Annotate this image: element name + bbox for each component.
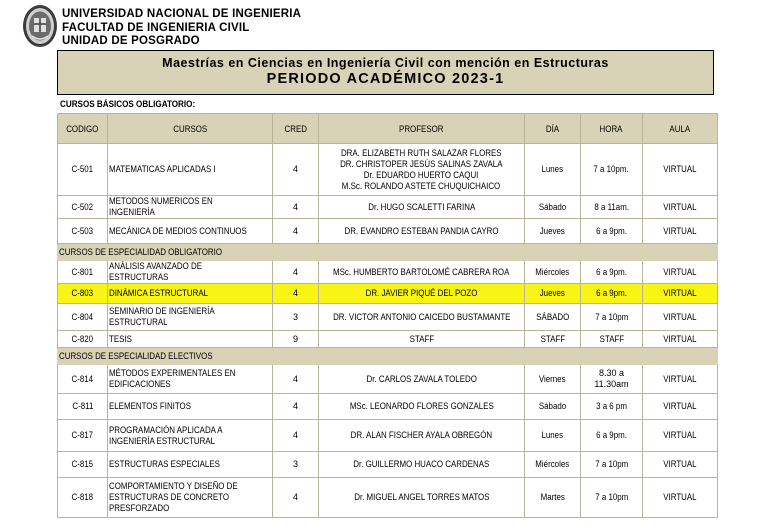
- cell-course: MÉTODOS EXPERIMENTALES EN EDIFICACIONES: [108, 365, 273, 394]
- cell-professor: Dr. HUGO SCALETTI FARINA: [319, 196, 525, 219]
- cell-course: PROGRAMACIÓN APLICADA A INGENIERÍA ESTRUCTURAL: [108, 420, 273, 452]
- cell-code: C-501: [58, 144, 108, 196]
- schedule-table: [57, 113, 718, 518]
- col-header-professor: PROFESOR: [319, 114, 525, 144]
- page-header: [22, 4, 742, 48]
- cell-professor: DR. VICTOR ANTONIO CAICEDO BUSTAMANTE: [319, 304, 525, 331]
- col-header-course: CURSOS: [108, 114, 273, 144]
- cell-course: COMPORTAMIENTO Y DISEÑO DE ESTRUCTURAS DE CONCRETO PRESFORZADO: [108, 478, 273, 518]
- table-row: [58, 478, 718, 518]
- cell-cred: 4: [273, 284, 319, 304]
- table-row: [58, 304, 718, 331]
- section-row-specialty-required: [58, 244, 718, 261]
- table-row: [58, 452, 718, 478]
- table-row: [58, 261, 718, 284]
- cell-professor: DR. ALAN FISCHER AYALA OBREGÓN: [319, 420, 525, 452]
- cell-time: STAFF: [581, 331, 643, 348]
- cell-time: 7 a 10pm.: [581, 144, 643, 196]
- title-box: [57, 50, 714, 95]
- cell-time: 6 a 9pm.: [581, 420, 643, 452]
- cell-day: Miércoles: [525, 452, 581, 478]
- cell-professor: MSc. HUMBERTO BARTOLOMÉ CABRERA ROA: [319, 261, 525, 284]
- cell-day: Miércoles: [525, 261, 581, 284]
- cell-time: 6 a 9pm.: [581, 219, 643, 244]
- university-name: UNIVERSIDAD NACIONAL DE INGENIERIA: [62, 8, 302, 20]
- col-header-cred: CRED: [273, 114, 319, 144]
- cell-time: 7 a 10pm: [581, 304, 643, 331]
- cell-cred: 4: [273, 261, 319, 284]
- cell-code: C-817: [58, 420, 108, 452]
- cell-cred: 4: [273, 394, 319, 420]
- col-header-room: AULA: [643, 114, 718, 144]
- section-basic-label: CURSOS BÁSICOS OBLIGATORIO:: [60, 99, 196, 109]
- cell-cred: 9: [273, 331, 319, 348]
- table-header-row: [58, 114, 718, 144]
- cell-time: 8.30 a 11.30am: [581, 365, 643, 394]
- program-title: Maestrías en Ciencias en Ingeniería Civil con mención en Estructuras: [162, 56, 609, 70]
- cell-day: Sábado: [525, 394, 581, 420]
- cell-cred: 3: [273, 304, 319, 331]
- cell-room: VIRTUAL: [643, 261, 718, 284]
- cell-course: DINÁMICA ESTRUCTURAL: [108, 284, 273, 304]
- cell-day: Jueves: [525, 219, 581, 244]
- table-row: [58, 365, 718, 394]
- cell-day: SÁBADO: [525, 304, 581, 331]
- cell-room: VIRTUAL: [643, 478, 718, 518]
- cell-code: C-503: [58, 219, 108, 244]
- cell-course: MECÁNICA DE MEDIOS CONTINUOS: [108, 219, 273, 244]
- cell-day: Lunes: [525, 420, 581, 452]
- cell-code: C-801: [58, 261, 108, 284]
- cell-code: C-502: [58, 196, 108, 219]
- cell-code: C-820: [58, 331, 108, 348]
- cell-course: MATEMATICAS APLICADAS I: [108, 144, 273, 196]
- cell-course: ANÁLISIS AVANZADO DE ESTRUCTURAS: [108, 261, 273, 284]
- cell-course: SEMINARIO DE INGENIERÍA ESTRUCTURAL: [108, 304, 273, 331]
- cell-room: VIRTUAL: [643, 420, 718, 452]
- institution-name: [62, 8, 301, 49]
- cell-professor: DR. EVANDRO ESTEBAN PANDIA CAYRO: [319, 219, 525, 244]
- cell-room: VIRTUAL: [643, 144, 718, 196]
- cell-room: VIRTUAL: [643, 284, 718, 304]
- table-row: [58, 394, 718, 420]
- cell-cred: 4: [273, 144, 319, 196]
- cell-time: 7 a 10pm: [581, 452, 643, 478]
- cell-room: VIRTUAL: [643, 452, 718, 478]
- cell-time: 8 a 11am.: [581, 196, 643, 219]
- cell-course: ELEMENTOS FINITOS: [108, 394, 273, 420]
- cell-professor: Dr. CARLOS ZAVALA TOLEDO: [319, 365, 525, 394]
- cell-code: C-818: [58, 478, 108, 518]
- period-title: PERIODO ACADÉMICO 2023-1: [266, 71, 505, 87]
- cell-professor: Dr. GUILLERMO HUACO CARDENAS: [319, 452, 525, 478]
- cell-room: VIRTUAL: [643, 196, 718, 219]
- cell-day: Viernes: [525, 365, 581, 394]
- section-label: CURSOS DE ESPECIALIDAD OBLIGATORIO: [58, 244, 718, 261]
- cell-day: STAFF: [525, 331, 581, 348]
- cell-day: Sábado: [525, 196, 581, 219]
- cell-time: 6 a 9pm.: [581, 261, 643, 284]
- cell-time: 7 a 10pm: [581, 478, 643, 518]
- cell-cred: 4: [273, 478, 319, 518]
- col-header-code: CODIGO: [58, 114, 108, 144]
- col-header-day: DÍA: [525, 114, 581, 144]
- cell-day: Martes: [525, 478, 581, 518]
- cell-professor: MSc. LEONARDO FLORES GONZALES: [319, 394, 525, 420]
- cell-professor: STAFF: [319, 331, 525, 348]
- cell-room: VIRTUAL: [643, 394, 718, 420]
- cell-cred: 3: [273, 452, 319, 478]
- table-row: [58, 196, 718, 219]
- cell-code: C-804: [58, 304, 108, 331]
- table-row: [58, 420, 718, 452]
- col-header-time: HORA: [581, 114, 643, 144]
- cell-day: Lunes: [525, 144, 581, 196]
- table-row: [58, 219, 718, 244]
- section-row-specialty-elective: [58, 348, 718, 365]
- cell-time: 3 a 6 pm: [581, 394, 643, 420]
- cell-code: C-815: [58, 452, 108, 478]
- cell-room: VIRTUAL: [643, 365, 718, 394]
- university-seal-icon: [22, 4, 58, 48]
- cell-cred: 4: [273, 365, 319, 394]
- table-row-highlighted: [58, 284, 718, 304]
- cell-code: C-814: [58, 365, 108, 394]
- section-label: CURSOS DE ESPECIALIDAD ELECTIVOS: [58, 348, 718, 365]
- faculty-name: FACULTAD DE INGENIERIA CIVIL: [62, 21, 250, 34]
- cell-cred: 4: [273, 219, 319, 244]
- cell-day: Jueves: [525, 284, 581, 304]
- cell-course: ESTRUCTURAS ESPECIALES: [108, 452, 273, 478]
- cell-course: METODOS NUMERICOS EN INGENIERÍA: [108, 196, 273, 219]
- table-row: [58, 144, 718, 196]
- cell-professor: DRA. ELIZABETH RUTH SALAZAR FLORES DR. CHRISTOPER JESÚS SALINAS ZAVALA Dr. EDUARDO HUERTO CAQUI M.Sc. ROLANDO ASTETE CHUQUICHAICO: [319, 144, 525, 196]
- cell-room: VIRTUAL: [643, 331, 718, 348]
- cell-room: VIRTUAL: [643, 219, 718, 244]
- unit-name: UNIDAD DE POSGRADO: [62, 35, 200, 47]
- cell-time: 6 a 9pm.: [581, 284, 643, 304]
- cell-professor: DR. JAVIER PIQUÉ DEL POZO: [319, 284, 525, 304]
- cell-code: C-811: [58, 394, 108, 420]
- cell-room: VIRTUAL: [643, 304, 718, 331]
- cell-code: C-803: [58, 284, 108, 304]
- cell-professor: Dr. MIGUEL ANGEL TORRES MATOS: [319, 478, 525, 518]
- cell-cred: 4: [273, 420, 319, 452]
- table-row: [58, 331, 718, 348]
- cell-cred: 4: [273, 196, 319, 219]
- cell-course: TESIS: [108, 331, 273, 348]
